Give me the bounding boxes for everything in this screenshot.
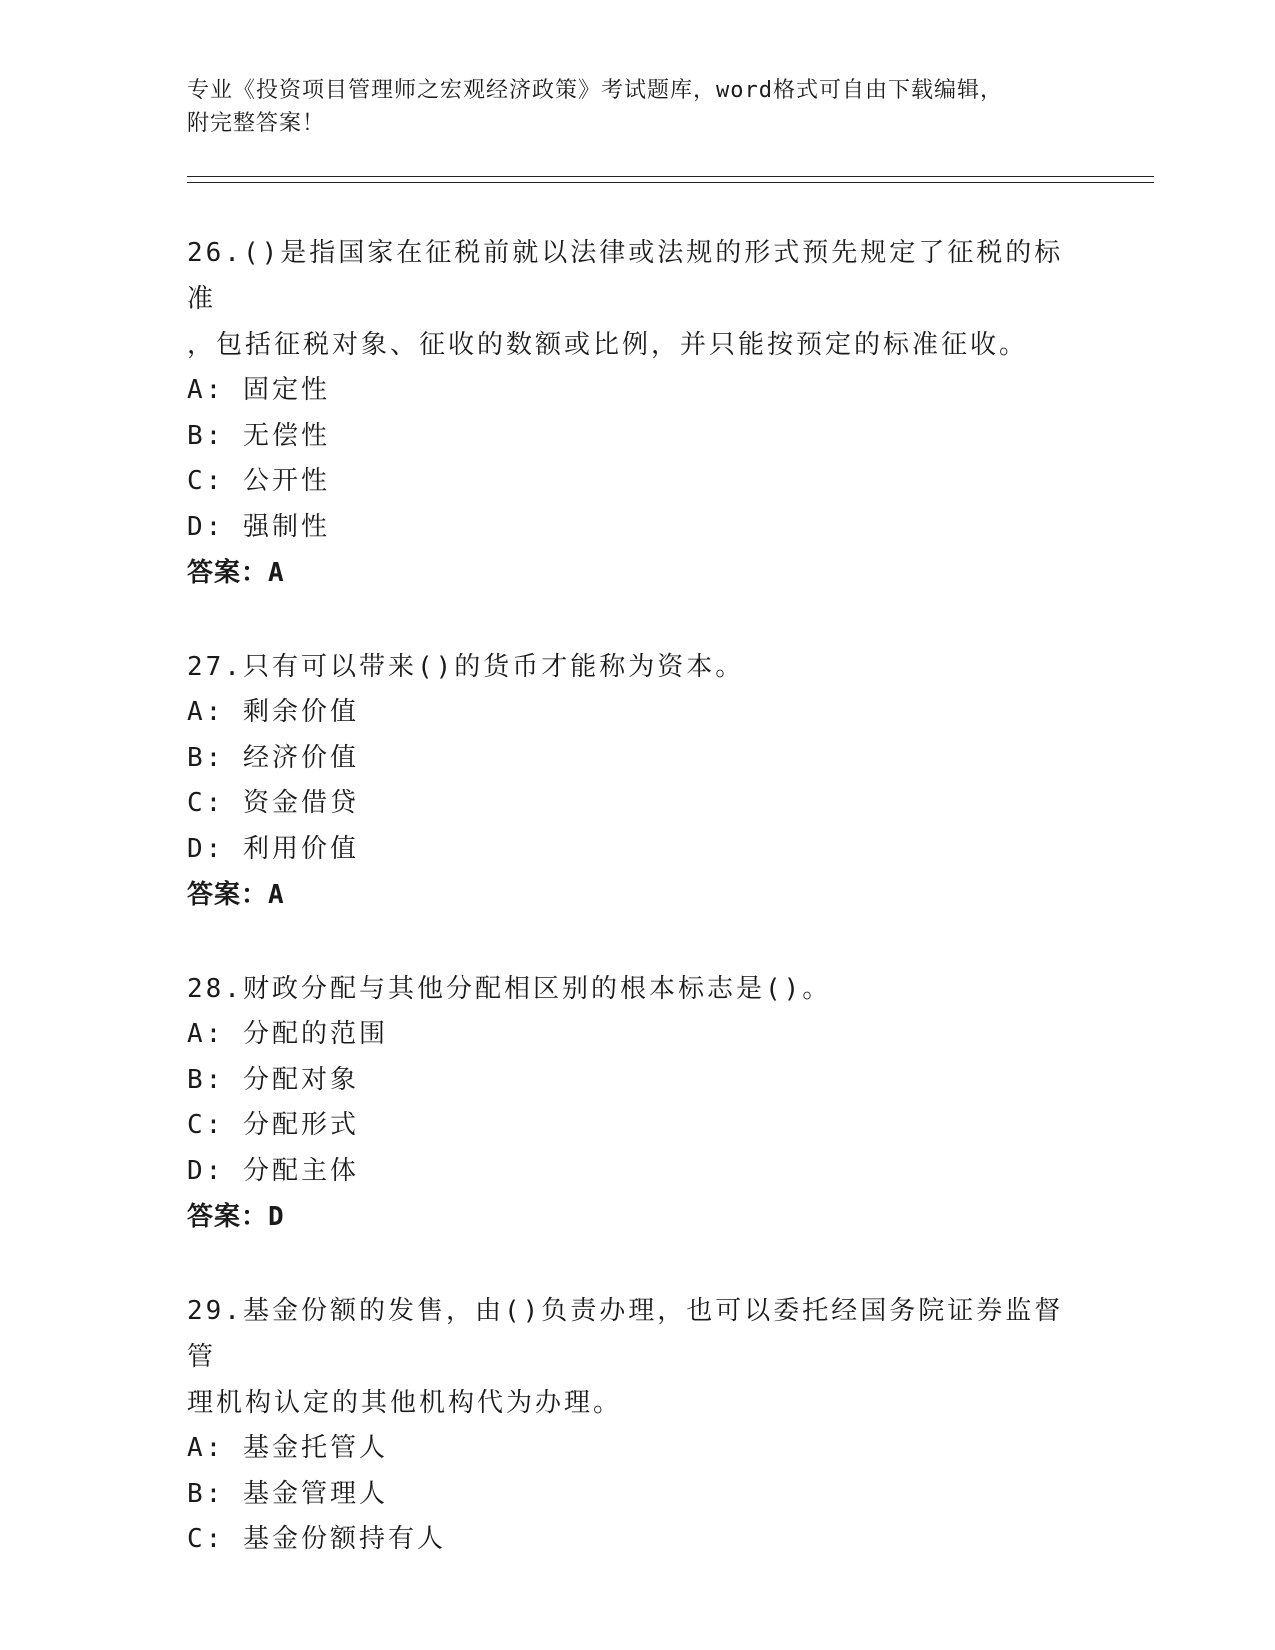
question-text: 26.()是指国家在征税前就以法律或法规的形式预先规定了征税的标准 — [187, 238, 1064, 314]
option-d: D: 强制性 — [187, 511, 330, 542]
option-b: B: 分配对象 — [187, 1064, 359, 1095]
question-text: 27.只有可以带来()的货币才能称为资本。 — [187, 652, 745, 682]
header-line-1: 专业《投资项目管理师之宏观经济政策》考试题库，word格式可自由下载编辑， — [187, 78, 1003, 103]
question-26 — [187, 230, 1087, 596]
option-a: A: 基金托管人 — [187, 1433, 388, 1463]
question-list — [187, 230, 1087, 1611]
option-c: C: 资金借贷 — [187, 788, 359, 818]
option-c: C: 分配形式 — [187, 1110, 359, 1140]
question-27 — [187, 644, 1087, 918]
question-text: 理机构认定的其他机构代为办理。 — [187, 1388, 623, 1418]
option-b: B: 无偿性 — [187, 420, 330, 451]
option-c: C: 公开性 — [187, 466, 330, 496]
answer: 答案：A — [187, 558, 285, 588]
option-d: D: 利用价值 — [187, 833, 359, 864]
header-line-2: 附完整答案！ — [187, 111, 326, 136]
question-text: ，包括征税对象、征收的数额或比例，并只能按预定的标准征收。 — [187, 330, 1029, 360]
option-a: A: 剩余价值 — [187, 697, 359, 727]
document-header — [187, 74, 1087, 140]
question-text: 29.基金份额的发售，由()负责办理，也可以委托经国务院证券监督管 — [187, 1296, 1064, 1372]
answer: 答案：D — [187, 1202, 285, 1232]
option-d: D: 分配主体 — [187, 1155, 359, 1186]
header-rule-top — [187, 176, 1154, 177]
option-a: A: 固定性 — [187, 375, 330, 405]
question-28 — [187, 966, 1087, 1240]
option-b: B: 经济价值 — [187, 742, 359, 773]
option-a: A: 分配的范围 — [187, 1019, 388, 1049]
option-b: B: 基金管理人 — [187, 1478, 388, 1509]
question-text: 28.财政分配与其他分配相区别的根本标志是()。 — [187, 974, 832, 1004]
question-29 — [187, 1288, 1087, 1563]
answer: 答案：A — [187, 880, 285, 910]
header-rule-bottom — [187, 182, 1154, 183]
option-c: C: 基金份额持有人 — [187, 1524, 446, 1554]
